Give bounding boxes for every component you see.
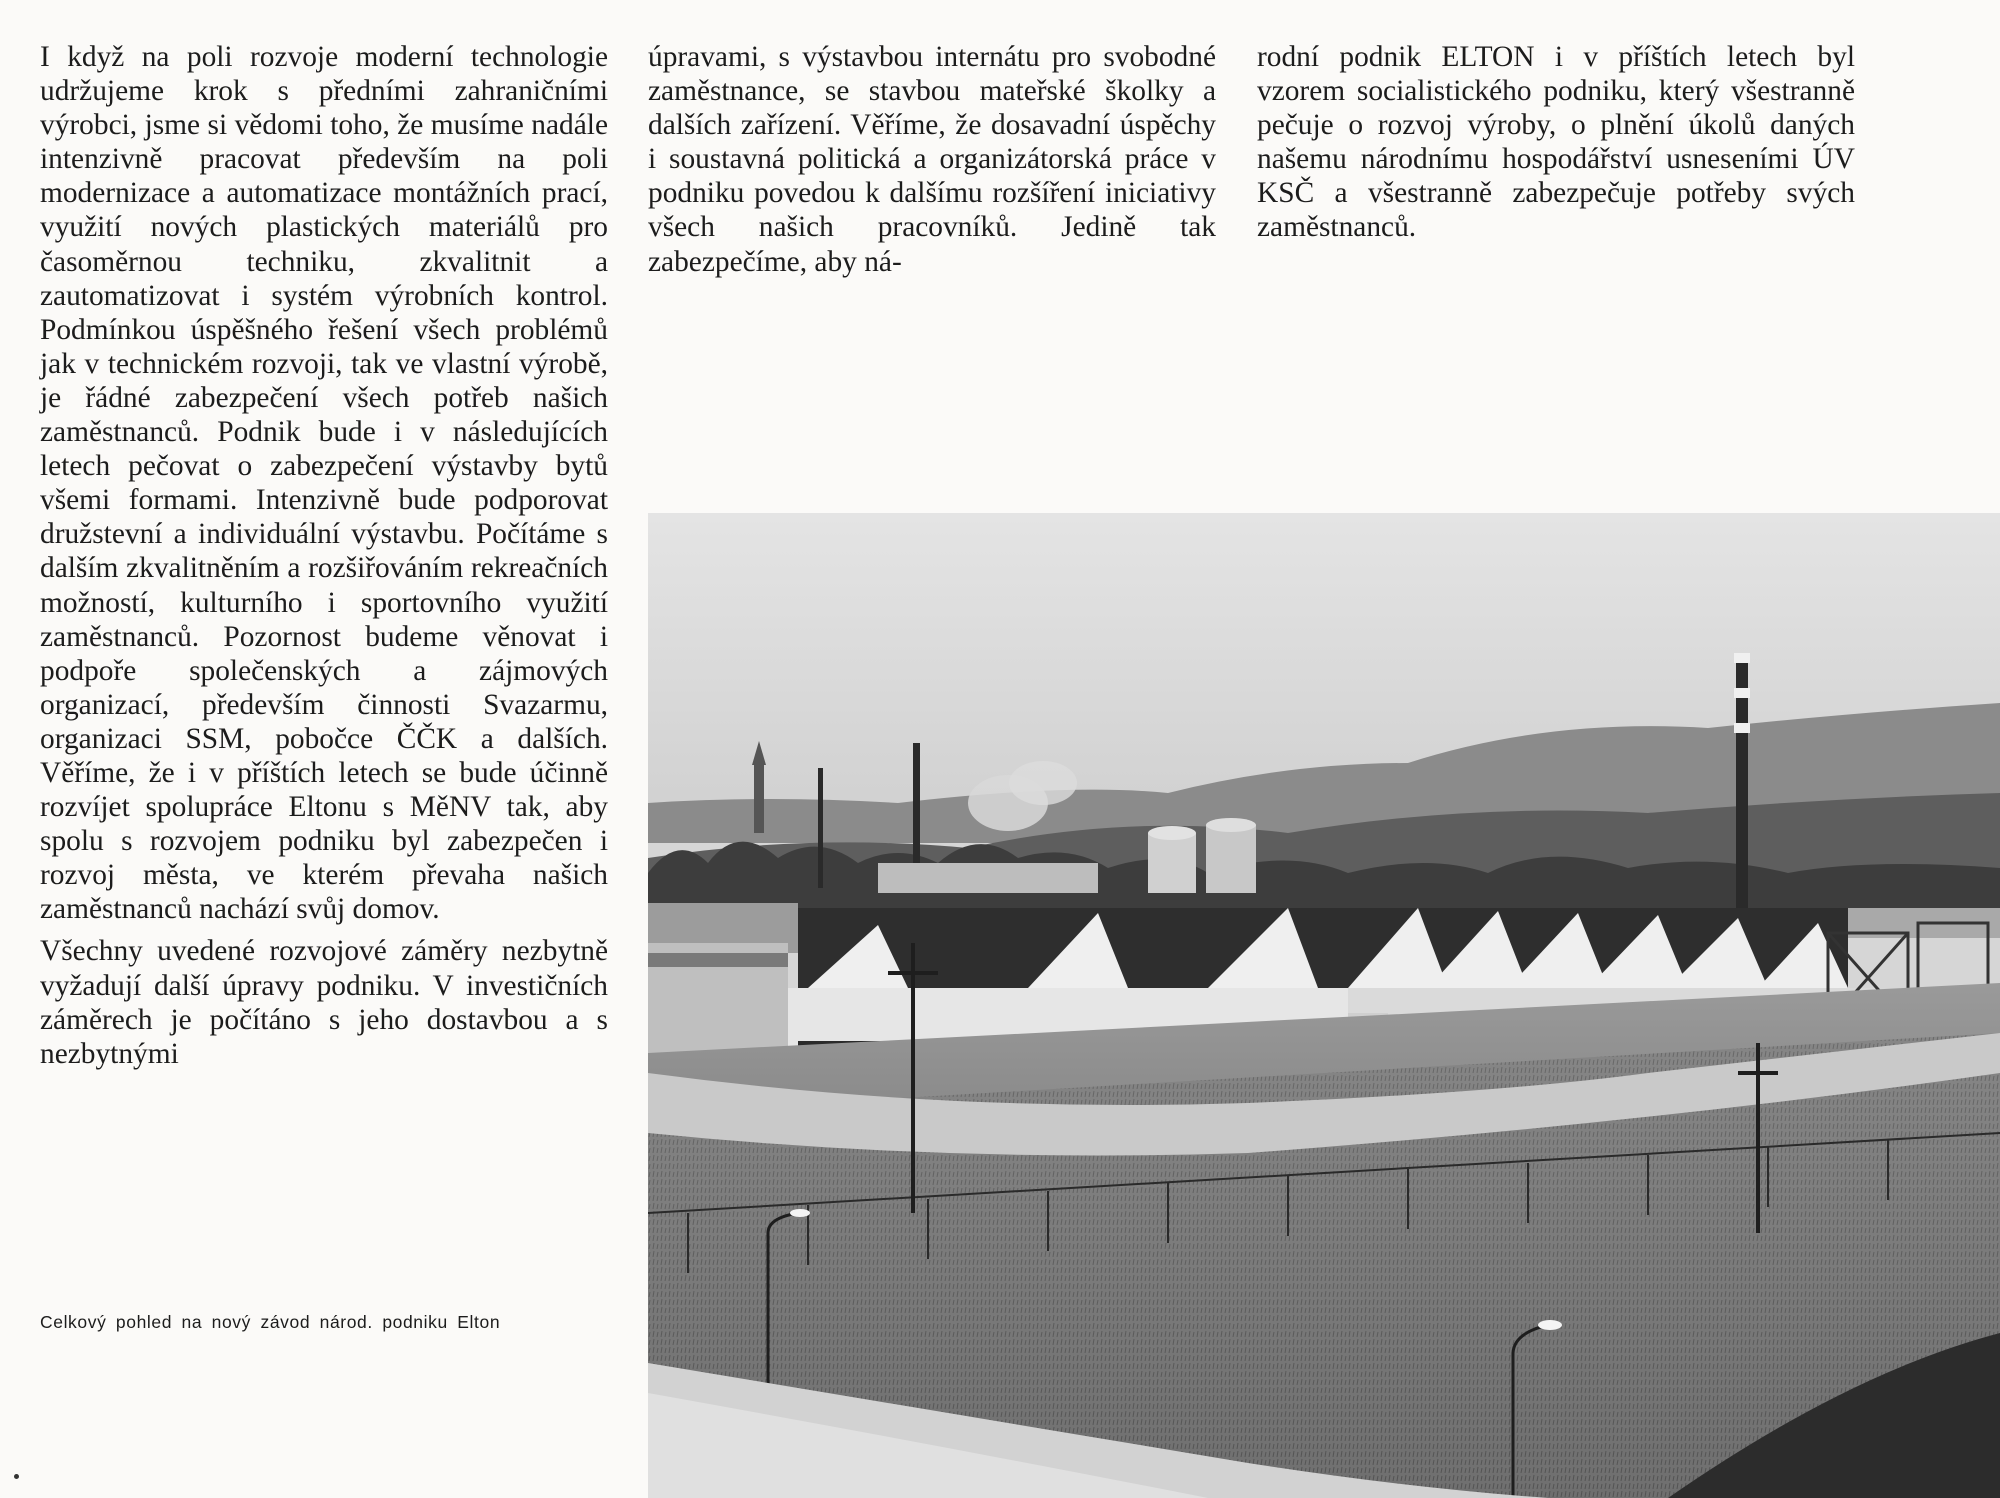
paragraph: rodní podnik ELTON i v příštích letech byl vzorem socialistického podniku, který všestranně pečuje o rozvoj výroby, o plnění úkolů daných našemu národnímu hospodářství usneseními ÚV KSČ a všestranně zabezpečuje potřeby svých zaměstnanců. (1257, 41, 1855, 244)
paragraph: úpravami, s výstavbou internátu pro svobodné zaměstnance, se stavbou mateřské školky a dalších zařízení. Věříme, že dosavadní úspěchy i soustavná politická a organizátorská práce v podniku povedou k dalšímu rozšíření iniciativy všech našich pracovníků. Jedině tak zabezpečíme, aby ná- (648, 41, 1216, 278)
photo-caption: Celkový pohled na nový závod národ. podniku Elton (40, 1312, 501, 1332)
factory-photo (648, 513, 2000, 1498)
text-column-3 (1257, 40, 1855, 245)
page-dot (14, 1474, 19, 1479)
factory-photo-illustration (648, 513, 2000, 1498)
text-column-2 (648, 40, 1216, 279)
text-column-1 (40, 40, 608, 1071)
paragraph: I když na poli rozvoje moderní technologie udržujeme krok s předními zahraničními výrobci, jsme si vědomi toho, že musíme nadále intenzivně pracovat především na poli modernizace a automatizace montážních prací, využití nových plastických materiálů pro časoměrnou techniku, zkvalitnit a zautomatizovat i systém výrobních kontrol. Podmínkou úspěšného řešení všech problémů jak v technickém rozvoji, tak ve vlastní výrobě, je řádné zabezpečení všech potřeb našich zaměstnanců. Podnik bude i v následujících letech pečovat o zabezpečení výstavby bytů všemi formami. Intenzivně bude podporovat družstevní a individuální výstavbu. Počítáme s dalším zkvalitněním a rozšiřováním rekreačních možností, kulturního i sportovního využití zaměstnanců. Pozornost budeme věnovat i podpoře společenských a zájmových organizací, především činnosti Svazarmu, organizaci SSM, pobočce ČČK a dalších. Věříme, že i v příštích letech se bude účinně rozvíjet spolupráce Eltonu s MěNV tak, aby spolu s rozvojem podniku byl zabezpečen i rozvoj města, ve kterém převaha našich zaměstnanců nachází svůj domov. (40, 41, 608, 926)
paragraph: Všechny uvedené rozvojové záměry nezbytně vyžadují další úpravy podniku. V investičních záměrech je počítáno s jeho dostavbou a s nezbytnými (40, 935, 608, 1070)
